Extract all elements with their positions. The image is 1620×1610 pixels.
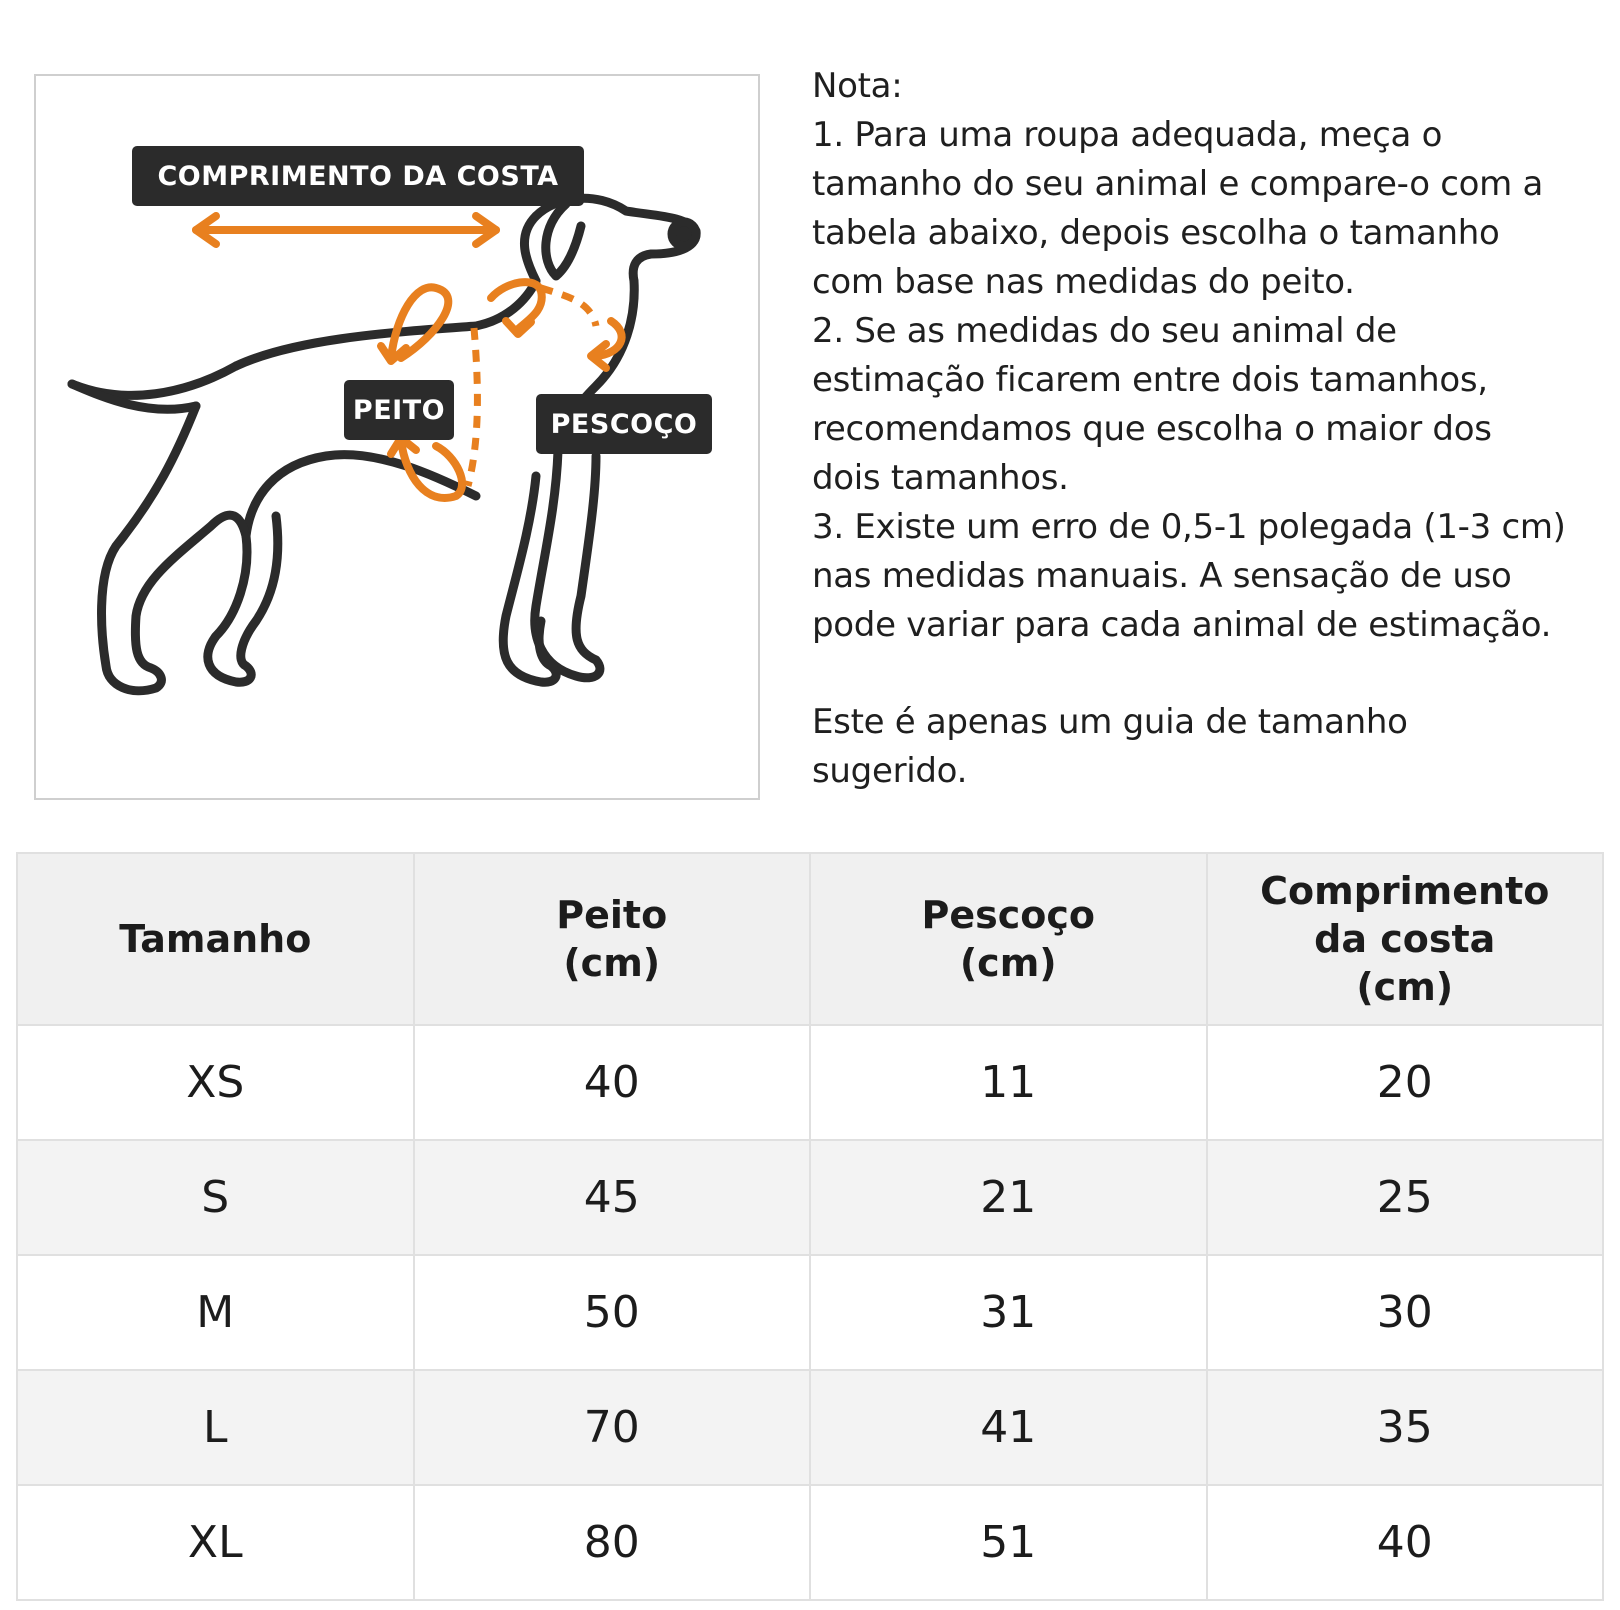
header-size: Tamanho [17,853,414,1025]
cell-chest: 80 [414,1485,811,1600]
cell-neck: 21 [810,1140,1207,1255]
cell-neck: 51 [810,1485,1207,1600]
back-length-label: COMPRIMENTO DA COSTA [132,146,584,206]
table-row [17,1255,1603,1370]
cell-back-length: 40 [1207,1485,1604,1600]
header-back-length: Comprimento da costa (cm) [1207,853,1604,1025]
note-line: dois tamanhos. [812,458,1069,498]
notes-footer-line: Este é apenas um guia de tamanho [812,702,1408,742]
table-header-row [17,853,1603,1025]
cell-neck: 41 [810,1370,1207,1485]
cell-size: XL [17,1485,414,1600]
cell-chest: 50 [414,1255,811,1370]
note-line: recomendamos que escolha o maior dos [812,409,1492,449]
table-row [17,1140,1603,1255]
cell-back-length: 20 [1207,1025,1604,1140]
chest-label: PEITO [344,380,454,440]
note-line: tamanho do seu animal e compare-o com a [812,164,1544,204]
notes-heading: Nota: [812,66,903,106]
notes-footer-line: sugerido. [812,751,968,791]
neck-label: PESCOÇO [536,394,712,454]
cell-size: XS [17,1025,414,1140]
cell-back-length: 35 [1207,1370,1604,1485]
table-row [17,1025,1603,1140]
cell-neck: 31 [810,1255,1207,1370]
note-line: com base nas medidas do peito. [812,262,1355,302]
cell-back-length: 25 [1207,1140,1604,1255]
header-chest: Peito (cm) [414,853,811,1025]
cell-size: L [17,1370,414,1485]
measurement-diagram [34,74,760,800]
cell-chest: 70 [414,1370,811,1485]
note-line: estimação ficarem entre dois tamanhos, [812,360,1488,400]
cell-back-length: 30 [1207,1255,1604,1370]
table-row [17,1485,1603,1600]
cell-neck: 11 [810,1025,1207,1140]
chest-arrow-top [391,287,448,358]
notes-section [812,62,1612,796]
size-table [16,852,1604,1601]
cell-size: S [17,1140,414,1255]
cell-chest: 40 [414,1025,811,1140]
cell-chest: 45 [414,1140,811,1255]
note-line: nas medidas manuais. A sensação de uso [812,556,1512,596]
header-neck: Pescoço (cm) [810,853,1207,1025]
note-line: pode variar para cada animal de estimação. [812,605,1552,645]
note-line: 2. Se as medidas do seu animal de [812,311,1397,351]
note-line: 3. Existe um erro de 0,5-1 polegada (1-3 cm) [812,507,1566,547]
cell-size: M [17,1255,414,1370]
note-line: tabela abaixo, depois escolha o tamanho [812,213,1500,253]
table-row [17,1370,1603,1485]
note-line: 1. Para uma roupa adequada, meça o [812,115,1443,155]
